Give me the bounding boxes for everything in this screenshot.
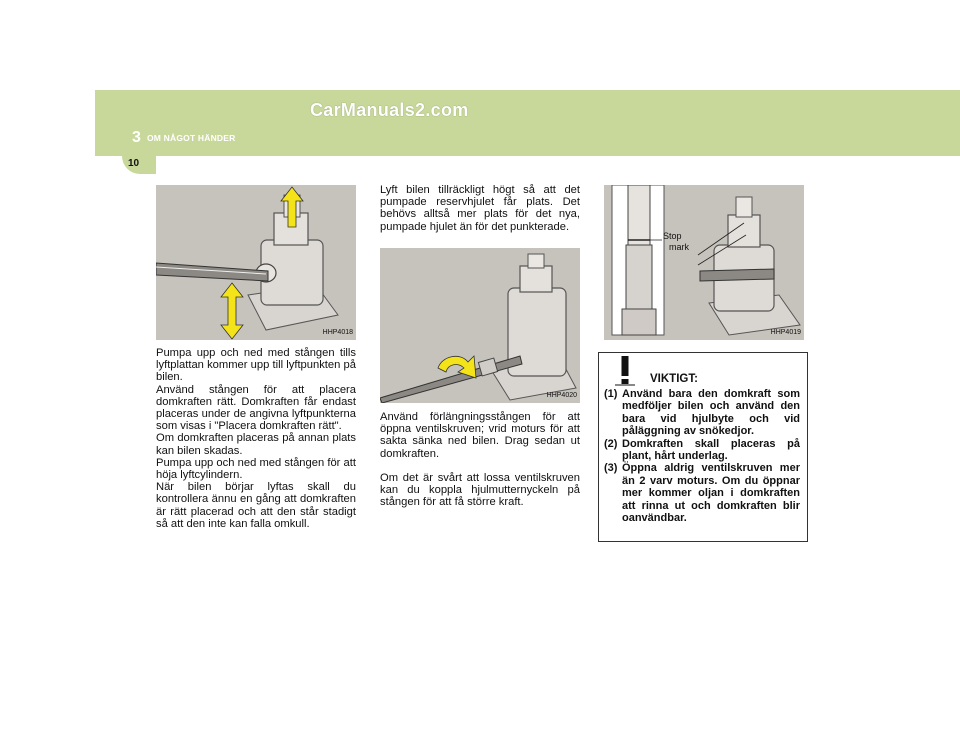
watermark: CarManuals2.com [310, 100, 469, 120]
warning-item-text: Öppna aldrig ventilskruven mer än 2 varv moturs. Om du öppnar mer kommer oljan i domkraften att rinna ut och domkraften blir oanvändbar. [622, 462, 800, 525]
chapter-number: 3 [132, 129, 141, 146]
warning-title: VIKTIGT: [650, 373, 698, 385]
stop-mark-callout-line2: mark [669, 242, 689, 252]
warning-item-number: (2) [604, 437, 618, 450]
warning-item-text: Domkraften skall placeras på plant, hårt underlag. [622, 437, 800, 463]
figure-code: HHP4019 [770, 329, 801, 336]
stop-mark-callout-line1: Stop [663, 231, 682, 241]
warning-list [604, 388, 800, 524]
jack-stop-mark-figure [604, 185, 804, 340]
column-1-text [156, 347, 356, 530]
warning-item [604, 462, 800, 524]
warning-item-number: (1) [604, 388, 618, 400]
warning-item [604, 388, 800, 438]
jack-release-illustration [380, 248, 580, 403]
page-number: 10 [128, 158, 140, 169]
stop-mark-callout [663, 231, 689, 253]
warning-item-text: Använd bara den domkraft som medföljer bilen och använd den bara vid hjulbyte och vid påläggning av snökedjor. [622, 388, 800, 438]
paragraph: Använd stången för att placera domkraften rätt. Domkraften får endast placeras under de angivna lyftpunkterna som visas i "Placera domkraften rätt". [156, 383, 356, 433]
warning-item [604, 438, 800, 463]
column-2-text [380, 411, 580, 508]
jack-release-figure [380, 248, 580, 403]
paragraph: När bilen börjar lyftas skall du kontrollera ännu en gång att domkraften är rätt placerad och att den står stadigt så att den inte kan falla omkull. [156, 481, 356, 530]
column-2-intro [380, 184, 580, 233]
header-curve [156, 156, 960, 174]
figure-code: HHP4020 [546, 392, 577, 399]
paragraph: Lyft bilen tillräckligt högt så att det pumpade reservhjulet får plats. Det behövs alltså mer plats för det nya, pumpade hjulet än för det punkterade. [380, 184, 580, 233]
figure-code: HHP4018 [322, 329, 353, 336]
warning-item-number: (3) [604, 462, 618, 475]
chapter-header-band [95, 90, 960, 156]
paragraph: Pumpa upp och ned med stången för att höja lyftcylindern. [156, 456, 356, 482]
jack-stop-mark-illustration [604, 185, 804, 340]
paragraph: Använd förlängningsstången för att öppna ventilskruven; vrid moturs för att sakta sänka ned bilen. Drag sedan ut domkraften. [380, 411, 580, 460]
paragraph: Om domkraften placeras på annan plats kan bilen skadas. [156, 432, 356, 457]
paragraph: Pumpa upp och ned med stången tills lyftplattan kommer upp till lyftpunkten på bilen. [156, 347, 356, 384]
jack-pump-figure [156, 185, 356, 340]
paragraph: Om det är svårt att lossa ventilskruven kan du koppla hjulmutternyckeln på stången för att få större kraft. [380, 471, 580, 509]
chapter-title: OM NÅGOT HÄNDER [147, 133, 236, 143]
jack-pump-illustration [156, 185, 356, 340]
exclamation-icon [611, 352, 639, 386]
